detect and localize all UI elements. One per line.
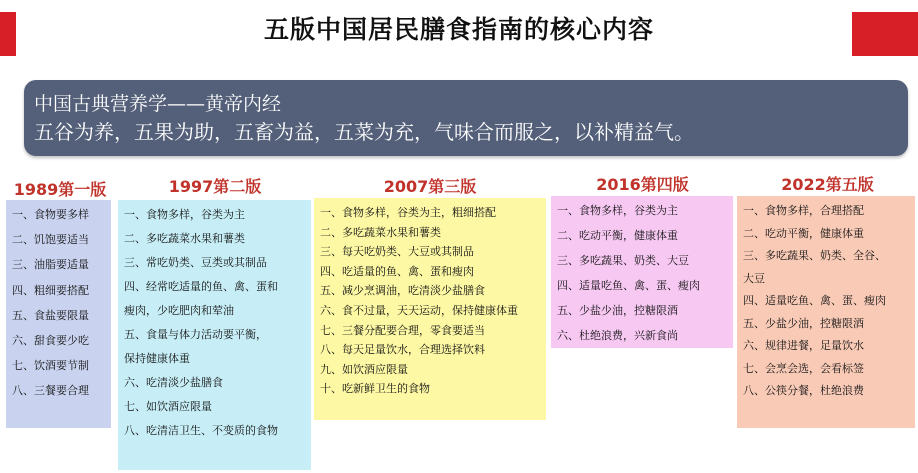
guideline-item: 三、多吃蔬果、奶类、全谷、	[743, 249, 886, 262]
guideline-item: 五、减少烹调油，吃清淡少盐膳食	[320, 284, 485, 298]
guideline-item: 四、适量吃鱼、禽、蛋、瘦肉	[557, 279, 700, 292]
guideline-item: 五、少盐少油，控糖限酒	[743, 316, 864, 330]
guideline-item: 一、食物多样，谷类为主	[557, 204, 678, 217]
heading-2007: 2007第三版	[383, 177, 477, 196]
guideline-item: 四、经常吃适量的鱼、禽、蛋和	[124, 280, 278, 293]
classic-nutrition-banner	[24, 80, 908, 156]
guideline-item: 一、食物要多样	[12, 208, 89, 221]
guideline-item: 瘦肉，少吃肥肉和荤油	[124, 304, 234, 317]
guideline-item: 一、食物多样，谷类为主	[124, 208, 245, 221]
panel-2016	[551, 196, 733, 348]
banner-quote: 五谷为养，五果为助，五畜为益，五菜为充，气味合而服之，以补精益气。	[34, 120, 694, 144]
heading-1989: 1989第一版	[13, 180, 107, 199]
panel-1997	[118, 200, 311, 470]
guideline-item: 二、多吃蔬菜水果和薯类	[124, 232, 245, 245]
guideline-item: 五、食量与体力活动要平衡，	[124, 328, 267, 341]
guideline-item: 二、饥饱要适当	[12, 233, 89, 247]
guideline-item: 四、适量吃鱼、禽、蛋、瘦肉	[743, 294, 886, 307]
heading-2016: 2016第四版	[596, 175, 689, 194]
guideline-item: 八、每天足量饮水，合理选择饮料	[320, 343, 485, 357]
guideline-item: 六、规律进餐，足量饮水	[743, 339, 864, 352]
heading-1997: 1997第二版	[168, 177, 262, 196]
guideline-item: 一、食物多样，合理搭配	[743, 204, 864, 217]
guideline-item: 大豆	[743, 271, 765, 285]
guideline-item: 六、杜绝浪费，兴新食尚	[557, 329, 678, 342]
guideline-item: 三、多吃蔬果、奶类、大豆	[557, 254, 689, 267]
guideline-item: 八、三餐要合理	[12, 384, 89, 398]
guideline-item: 六、甜食要少吃	[12, 333, 89, 347]
guideline-item: 七、三餐分配要合理，零食要适当	[320, 323, 485, 337]
heading-2022: 2022第五版	[781, 175, 874, 194]
panel-2022	[737, 196, 915, 428]
guideline-item: 十、吃新鲜卫生的食物	[320, 382, 430, 396]
panel-2007	[314, 198, 546, 420]
guideline-item: 一、食物多样，谷类为主，粗细搭配	[320, 206, 496, 219]
guideline-item: 五、食盐要限量	[12, 308, 89, 322]
guideline-item: 三、常吃奶类、豆类或其制品	[124, 256, 267, 269]
guideline-item: 保持健康体重	[124, 352, 190, 365]
guideline-item: 二、吃动平衡，健康体重	[557, 229, 678, 242]
guideline-item: 三、油脂要适量	[12, 258, 89, 272]
guideline-item: 八、吃清洁卫生、不变质的食物	[124, 424, 278, 437]
page-title: 五版中国居民膳食指南的核心内容	[263, 15, 654, 44]
guideline-item: 四、吃适量的鱼、禽、蛋和瘦肉	[320, 264, 474, 278]
guideline-item: 四、粗细要搭配	[12, 283, 89, 297]
guideline-item: 七、饮酒要节制	[12, 359, 89, 373]
guideline-item: 六、食不过量，天天运动，保持健康体重	[320, 303, 518, 317]
guideline-item: 三、每天吃奶类、大豆或其制品	[320, 245, 474, 259]
guideline-item: 二、吃动平衡，健康体重	[743, 226, 864, 240]
guideline-item: 五、少盐少油，控糖限酒	[557, 304, 678, 317]
guideline-item: 七、如饮酒应限量	[124, 400, 212, 413]
guideline-item: 六、吃清淡少盐膳食	[124, 376, 223, 389]
panel-1989	[6, 200, 111, 428]
guideline-item: 八、公筷分餐，杜绝浪费	[743, 384, 864, 397]
guideline-item: 二、多吃蔬菜水果和薯类	[320, 225, 441, 239]
guideline-item: 九、如饮酒应限量	[320, 362, 408, 376]
banner-heading: 中国古典营养学——黄帝内经	[34, 93, 282, 115]
guideline-item: 七、会烹会选，会看标签	[743, 361, 864, 375]
